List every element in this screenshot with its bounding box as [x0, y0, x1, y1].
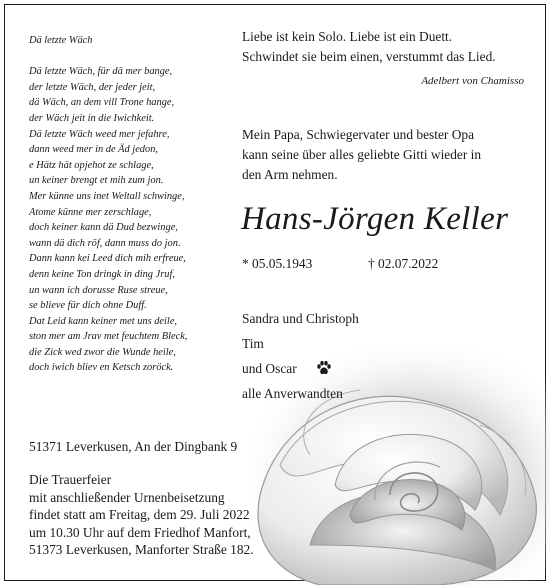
poem-line: Atome künne mer zerschlage,	[29, 206, 152, 218]
mourner-name: alle Anverwandten	[242, 386, 343, 401]
service-line: mit anschließender Urnenbeisetzung	[29, 489, 225, 505]
service-line: um 10.30 Uhr auf dem Friedhof Manfort,	[29, 524, 251, 540]
poem-line: Dann kann kei Leed dich mih erfreue,	[29, 253, 186, 265]
funeral-service-info	[29, 471, 254, 559]
deceased-name: Hans-Jörgen Keller	[241, 201, 509, 237]
poem-line: doch keiner kann dä Dud bezwinge,	[29, 222, 178, 234]
poem-line: un wann ich dorusse Ruse streue,	[29, 284, 168, 296]
mourner-row	[242, 356, 359, 381]
service-line: findet statt am Freitag, dem 29. Juli 2022	[29, 507, 250, 522]
service-line: Die Trauerfeier	[29, 472, 112, 487]
poem-line: ston mer am Jrav met feuchtem Bleck,	[29, 331, 188, 343]
intro-text	[242, 125, 532, 185]
intro-line: Mein Papa, Schwiegervater und bester Opa	[242, 127, 475, 142]
mourner-name: Tim	[242, 336, 264, 351]
paw-print-icon	[316, 360, 332, 376]
poem	[29, 33, 234, 376]
poem-line: denn keine Ton dringk in ding Jruf,	[29, 268, 175, 280]
mourner-name: und Oscar	[242, 361, 297, 376]
poem-line: dann weed mer in de Äd jedon,	[29, 144, 158, 156]
poem-line: se blieve für dich ohne Duff.	[29, 300, 147, 312]
family-address: 51371 Leverkusen, An der Dingbank 9	[29, 439, 238, 454]
poem-line: die Zick wed zwor die Wunde heile,	[29, 346, 176, 358]
poem-line: Dat Leid kann keiner met uns deile,	[29, 315, 178, 327]
poem-line: Mer künne uns inet Weltall schwinge,	[29, 190, 185, 202]
death-date: † 02.07.2022	[368, 256, 439, 271]
quote-author: Adelbert von Chamisso	[421, 75, 524, 87]
poem-line: wann dä dich röf, dann muss do jon.	[29, 237, 181, 249]
poem-line: der letzte Wäch, der jeder jeit,	[29, 81, 156, 93]
service-line: 51373 Leverkusen, Manforter Straße 182.	[29, 542, 254, 557]
intro-line: kann seine über alles geliebte Gitti wieder in	[242, 147, 482, 162]
poem-line: Dä letzte Wäch, für dä mer bange,	[29, 66, 173, 78]
mourner-name: Sandra und Christoph	[242, 311, 359, 326]
poem-line: e Hätz hät opjehot ze schlage,	[29, 159, 154, 171]
poem-line: der Wäch jeit in die Iwichkeit.	[29, 112, 155, 124]
mourners-list	[242, 306, 359, 406]
quote-line: Schwindet sie beim einen, verstummt das Lied.	[242, 49, 496, 64]
poem-line: Dä letzte Wäch weed mer jefahre,	[29, 128, 170, 140]
quote-line: Liebe ist kein Solo. Liebe ist ein Duett.	[242, 29, 453, 44]
poem-title: Dä letzte Wäch	[29, 35, 93, 46]
poem-line: doch iwich bliev en Ketsch zoröck.	[29, 362, 174, 374]
birth-date: * 05.05.1943	[242, 256, 313, 271]
poem-line: dä Wäch, an dem vill Trone hange,	[29, 97, 175, 109]
quote	[242, 27, 532, 67]
intro-line: den Arm nehmen.	[242, 167, 338, 182]
poem-line: un keiner brengt et mih zum jon.	[29, 175, 164, 187]
